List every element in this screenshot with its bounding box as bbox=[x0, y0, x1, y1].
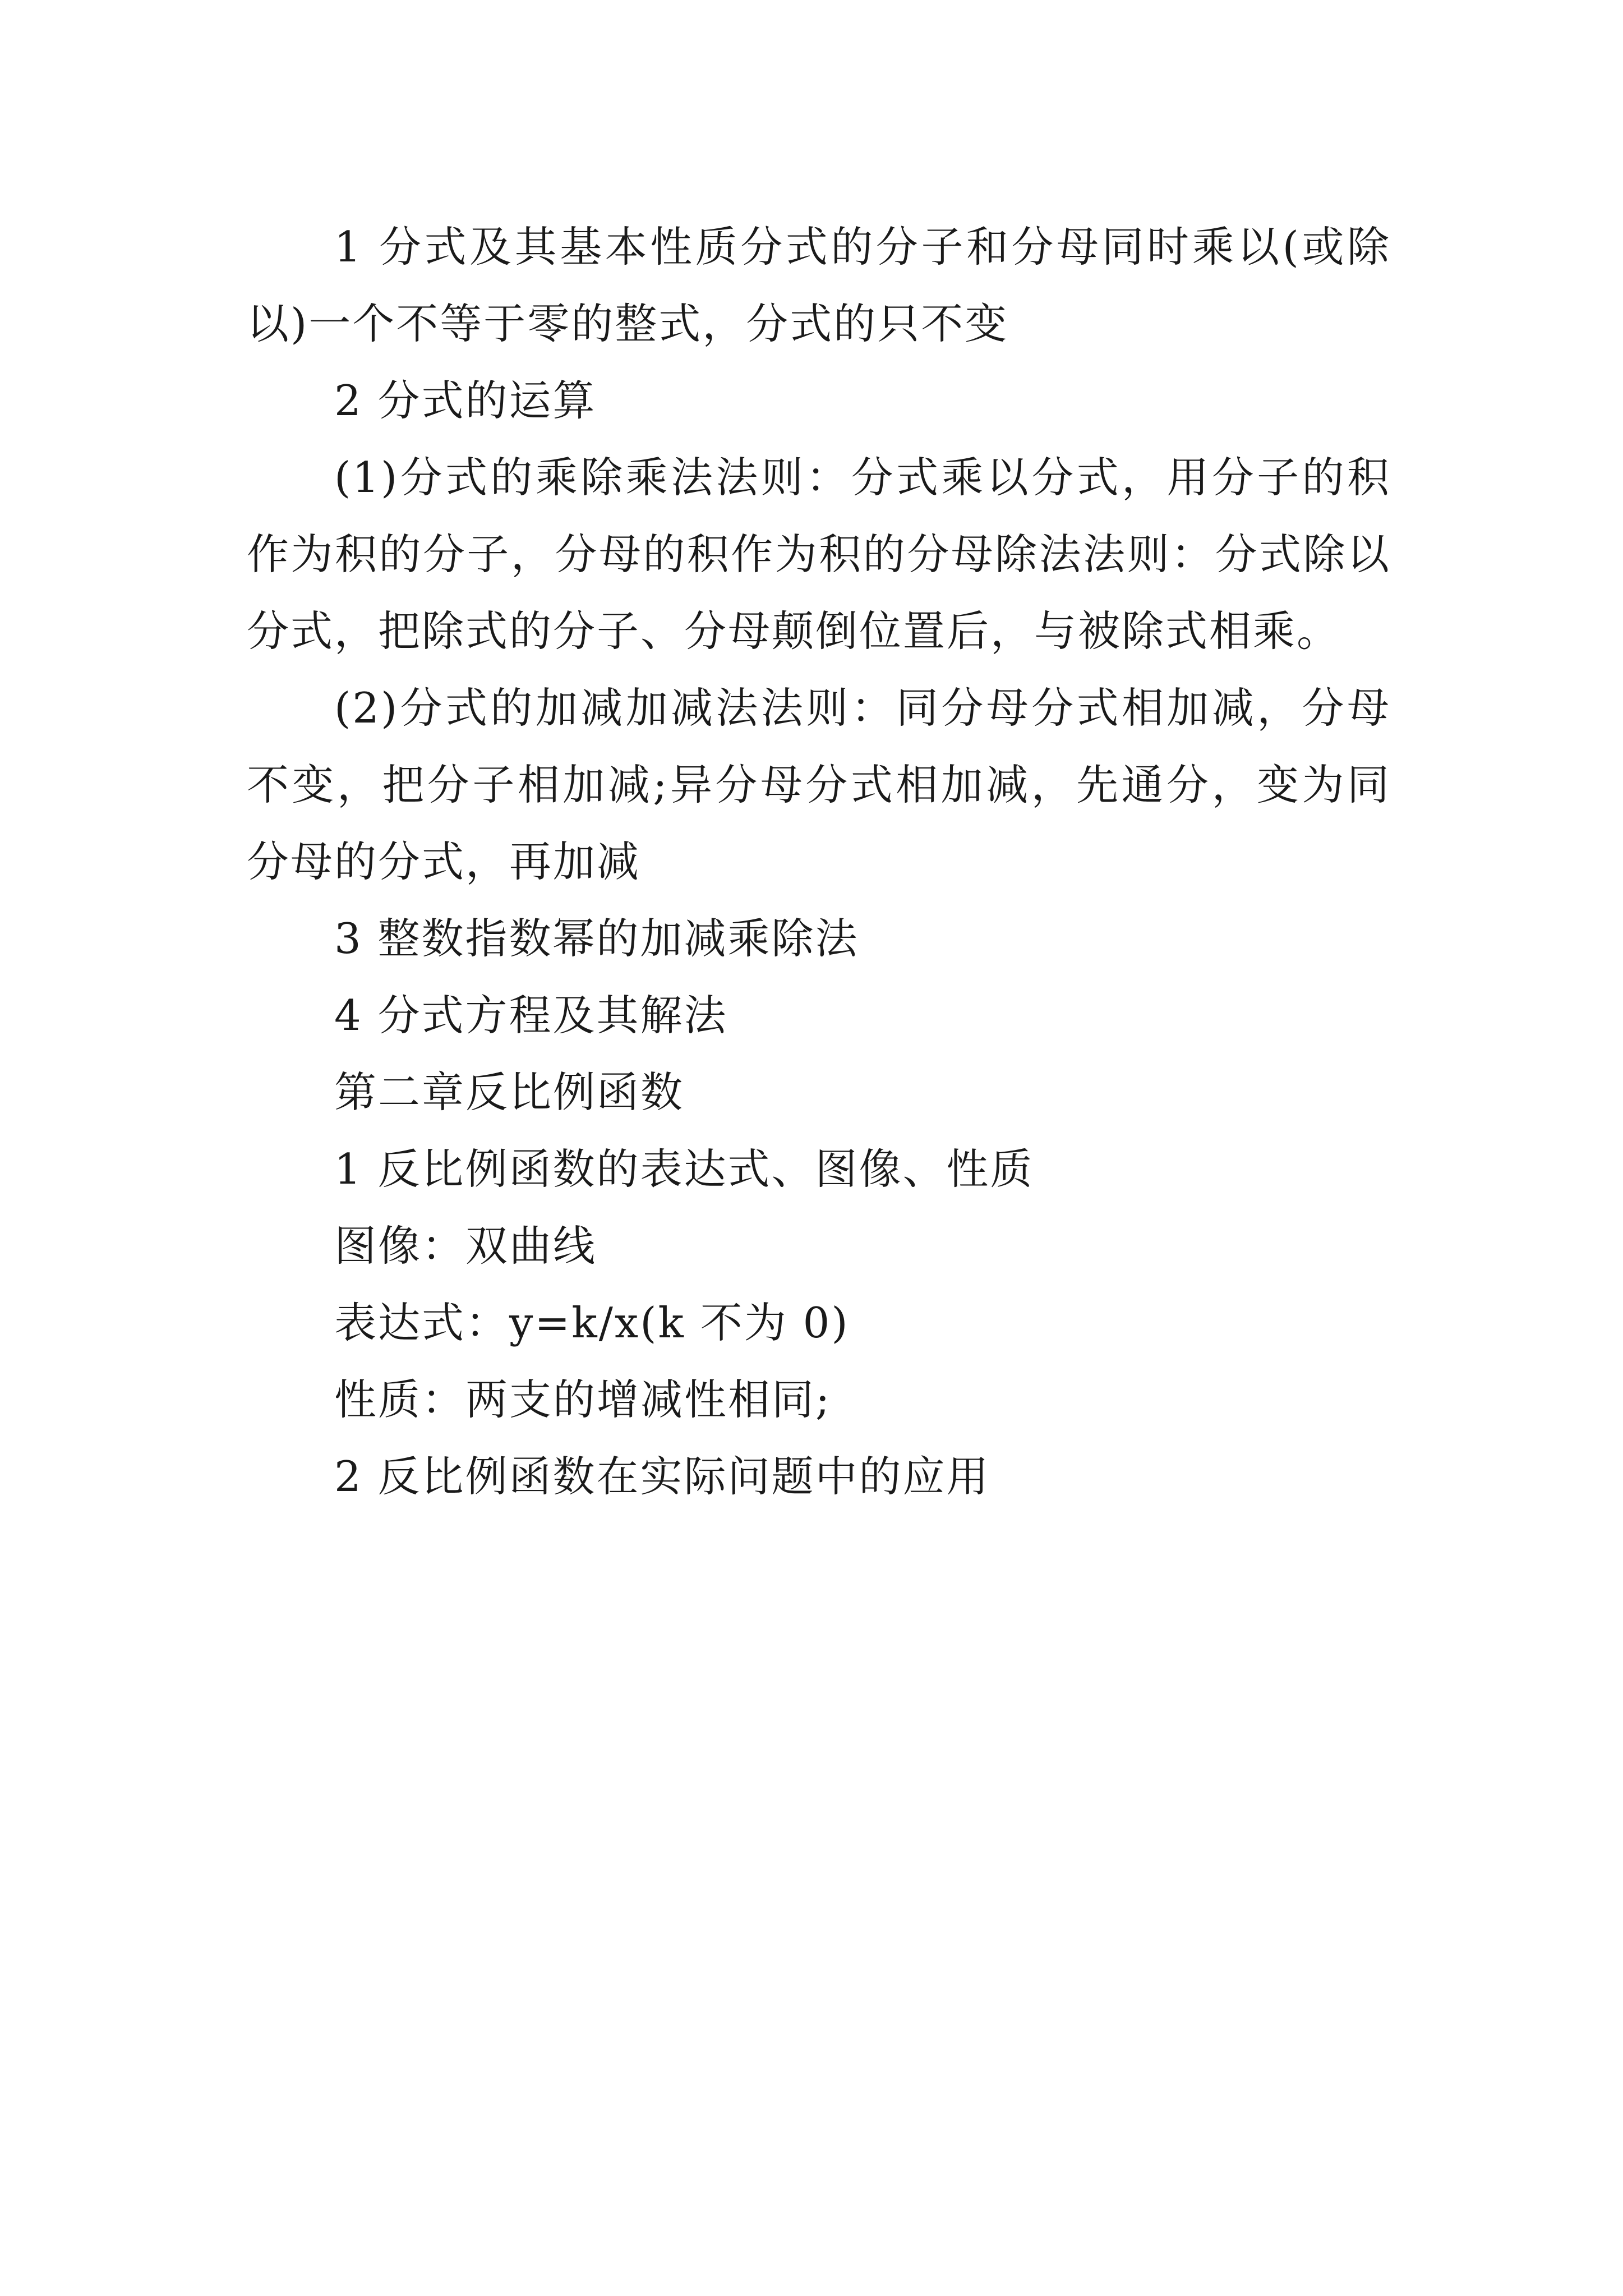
chapter-heading: 第二章反比例函数 bbox=[334, 1068, 685, 1117]
paragraph-inverse-function-overview: 1 反比例函数的表达式、图像、性质 bbox=[334, 1144, 1034, 1194]
paragraph-fraction-operations-heading: 2 分式的运算 bbox=[334, 376, 597, 425]
paragraph-properties: 性质：两支的增减性相同; bbox=[334, 1375, 832, 1424]
paragraph-applications: 2 反比例函数在实际问题中的应用 bbox=[334, 1452, 990, 1501]
document-body bbox=[247, 209, 1391, 1515]
paragraph-expression: 表达式：y=k/x(k 不为 0) bbox=[334, 1298, 850, 1347]
paragraph-addition-subtraction: (2)分式的加减加减法法则：同分母分式相加减，分母不变，把分子相加减;异分母分式相加减，先通分，变为同分母的分式，再加减 bbox=[247, 683, 1391, 886]
paragraph-fraction-equations: 4 分式方程及其解法 bbox=[334, 991, 728, 1040]
paragraph-fraction-properties: 1 分式及其基本性质分式的分子和分母同时乘以(或除以)一个不等于零的整式，分式的只不变 bbox=[247, 222, 1391, 348]
paragraph-graph: 图像：双曲线 bbox=[334, 1221, 597, 1271]
paragraph-integer-exponents: 3 整数指数幂的加减乘除法 bbox=[334, 914, 859, 963]
paragraph-multiplication-division: (1)分式的乘除乘法法则：分式乘以分式，用分子的积作为积的分子，分母的积作为积的分母除法法则：分式除以分式，把除式的分子、分母颠倒位置后，与被除式相乘。 bbox=[247, 453, 1391, 656]
